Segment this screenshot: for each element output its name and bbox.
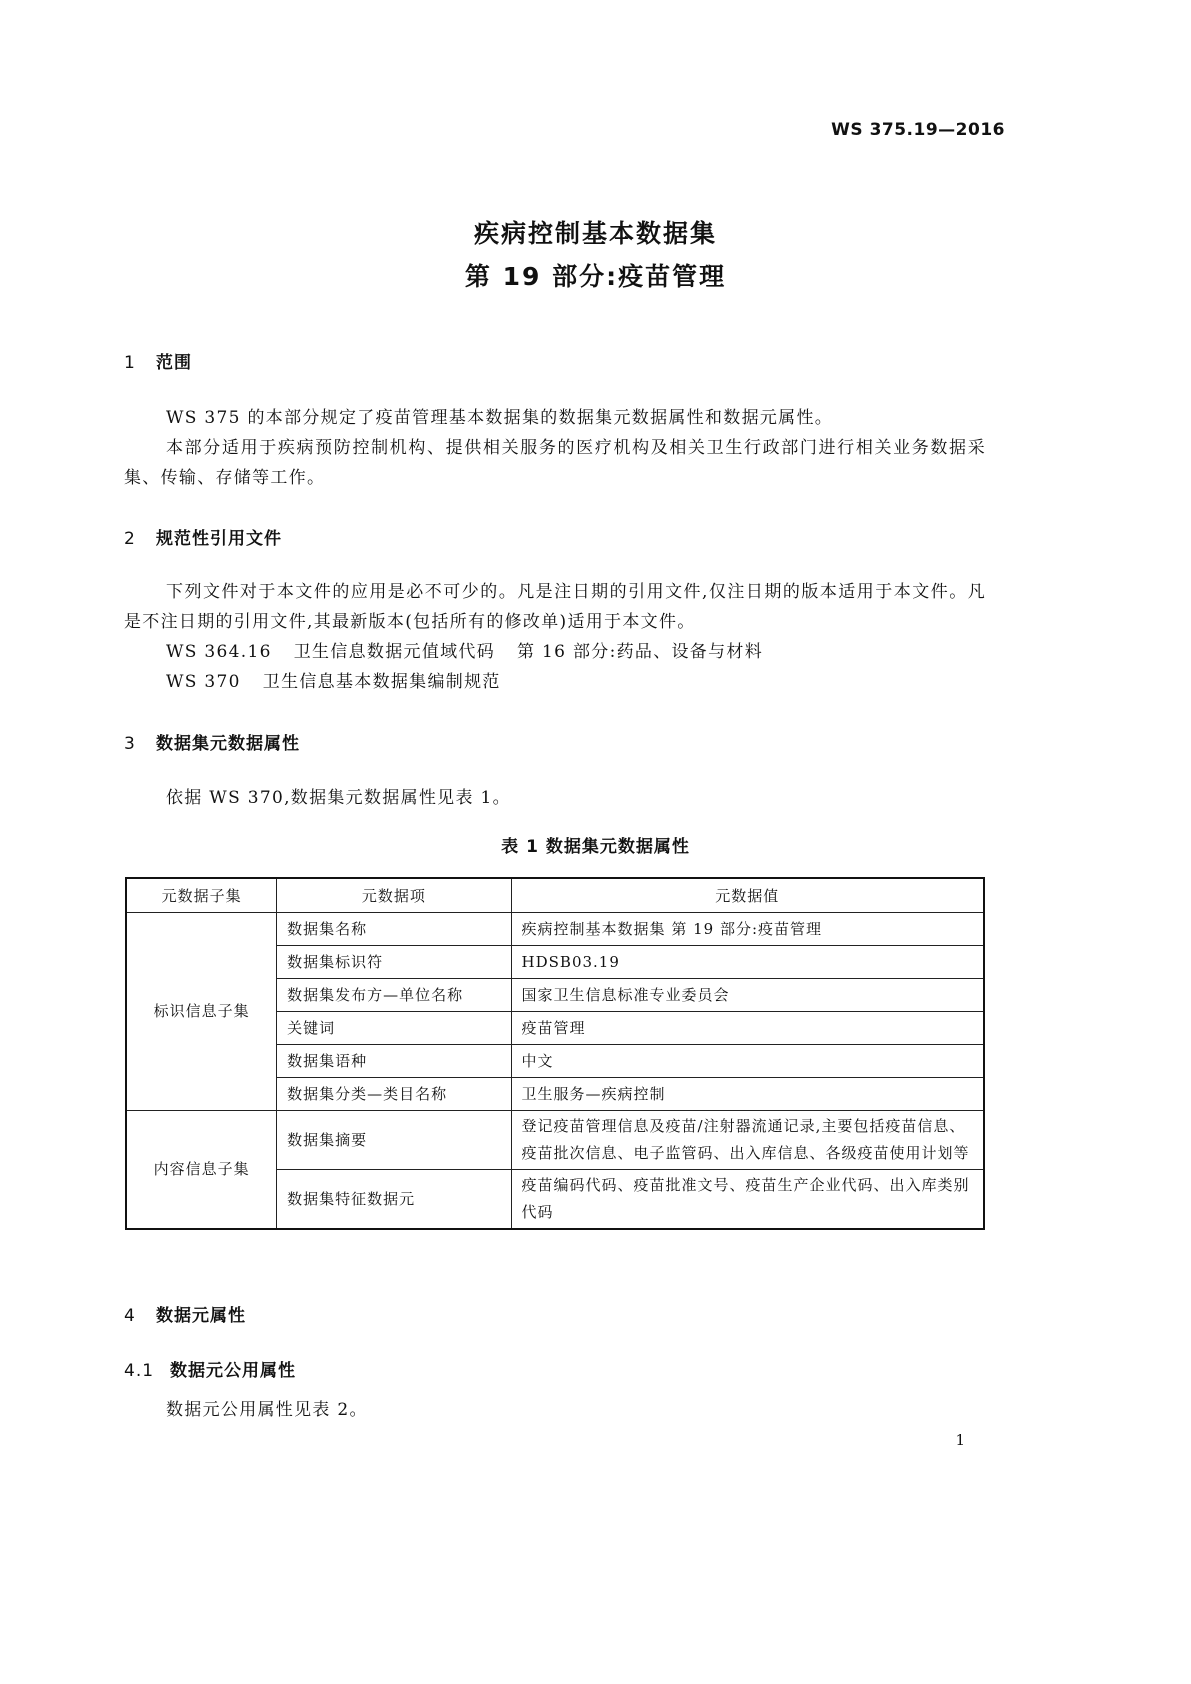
reference-item [124,667,986,697]
section-3-body [124,783,986,813]
table-row [126,1111,984,1170]
section-3-heading [124,729,300,754]
item-cell: 数据集摘要 [277,1111,511,1170]
section-title: 数据集元数据属性 [156,734,300,754]
section-4-heading [124,1301,246,1326]
paragraph: 依据 WS 370,数据集元数据属性见表 1。 [166,788,511,808]
value-cell: 中文 [511,1045,984,1078]
metadata-table [125,877,985,1230]
table-header-row [126,878,984,913]
reference-item [124,637,986,667]
column-header: 元数据项 [277,878,511,913]
column-header: 元数据值 [511,878,984,913]
document-title: 疾病控制基本数据集 [473,219,717,248]
reference-code: WS 370 [166,672,241,692]
subset-cell: 内容信息子集 [126,1111,277,1230]
value-cell: 疫苗管理 [511,1012,984,1045]
table-row [126,913,984,946]
item-cell: 数据集分类—类目名称 [277,1078,511,1111]
section-2-heading [124,524,282,549]
page-number: 1 [955,1431,965,1449]
section-number: 1 [124,353,136,373]
value-cell: 国家卫生信息标准专业委员会 [511,979,984,1012]
column-header: 元数据子集 [126,878,277,913]
value-cell: 卫生服务—疾病控制 [511,1078,984,1111]
document-subtitle: 第 19 部分:疫苗管理 [464,262,727,291]
section-title: 数据元属性 [156,1306,246,1326]
section-title: 规范性引用文件 [156,529,282,549]
reference-code: WS 364.16 [166,642,272,662]
section-1-heading [124,348,192,373]
section-2-body [124,577,986,697]
item-cell: 数据集标识符 [277,946,511,979]
paragraph: WS 375 的本部分规定了疫苗管理基本数据集的数据集元数据属性和数据元属性。 [166,408,834,428]
reference-part: 第 16 部分:药品、设备与材料 [517,642,763,662]
section-4-1-heading [124,1356,296,1381]
value-cell: 疫苗编码代码、疫苗批准文号、疫苗生产企业代码、出入库类别代码 [511,1170,984,1230]
item-cell: 数据集名称 [277,913,511,946]
section-title: 数据元公用属性 [170,1361,296,1381]
item-cell: 数据集特征数据元 [277,1170,511,1230]
paragraph: 下列文件对于本文件的应用是必不可少的。凡是注日期的引用文件,仅注日期的版本适用于本文件。凡是不注日期的引用文件,其最新版本(包括所有的修改单)适用于本文件。 [124,582,986,632]
standard-code: WS 375.19—2016 [831,120,1005,140]
section-1-body [124,403,986,493]
item-cell: 关键词 [277,1012,511,1045]
subset-cell: 标识信息子集 [126,913,277,1111]
paragraph: 本部分适用于疾病预防控制机构、提供相关服务的医疗机构及相关卫生行政部门进行相关业务数据采集、传输、存储等工作。 [124,438,986,488]
section-number: 4.1 [124,1361,155,1381]
section-title: 范围 [156,353,192,373]
reference-title: 卫生信息基本数据集编制规范 [262,672,501,692]
section-number: 2 [124,529,136,549]
item-cell: 数据集语种 [277,1045,511,1078]
section-number: 4 [124,1306,136,1326]
table-caption: 表 1 数据集元数据属性 [501,837,690,857]
value-cell: 登记疫苗管理信息及疫苗/注射器流通记录,主要包括疫苗信息、疫苗批次信息、电子监管码、出入库信息、各级疫苗使用计划等 [511,1111,984,1170]
value-cell: HDSB03.19 [511,946,984,979]
section-4-1-body [124,1395,986,1425]
section-number: 3 [124,734,136,754]
paragraph: 数据元公用属性见表 2。 [166,1400,368,1420]
item-cell: 数据集发布方—单位名称 [277,979,511,1012]
value-cell: 疾病控制基本数据集 第 19 部分:疫苗管理 [511,913,984,946]
reference-title: 卫生信息数据元值域代码 [293,642,496,662]
